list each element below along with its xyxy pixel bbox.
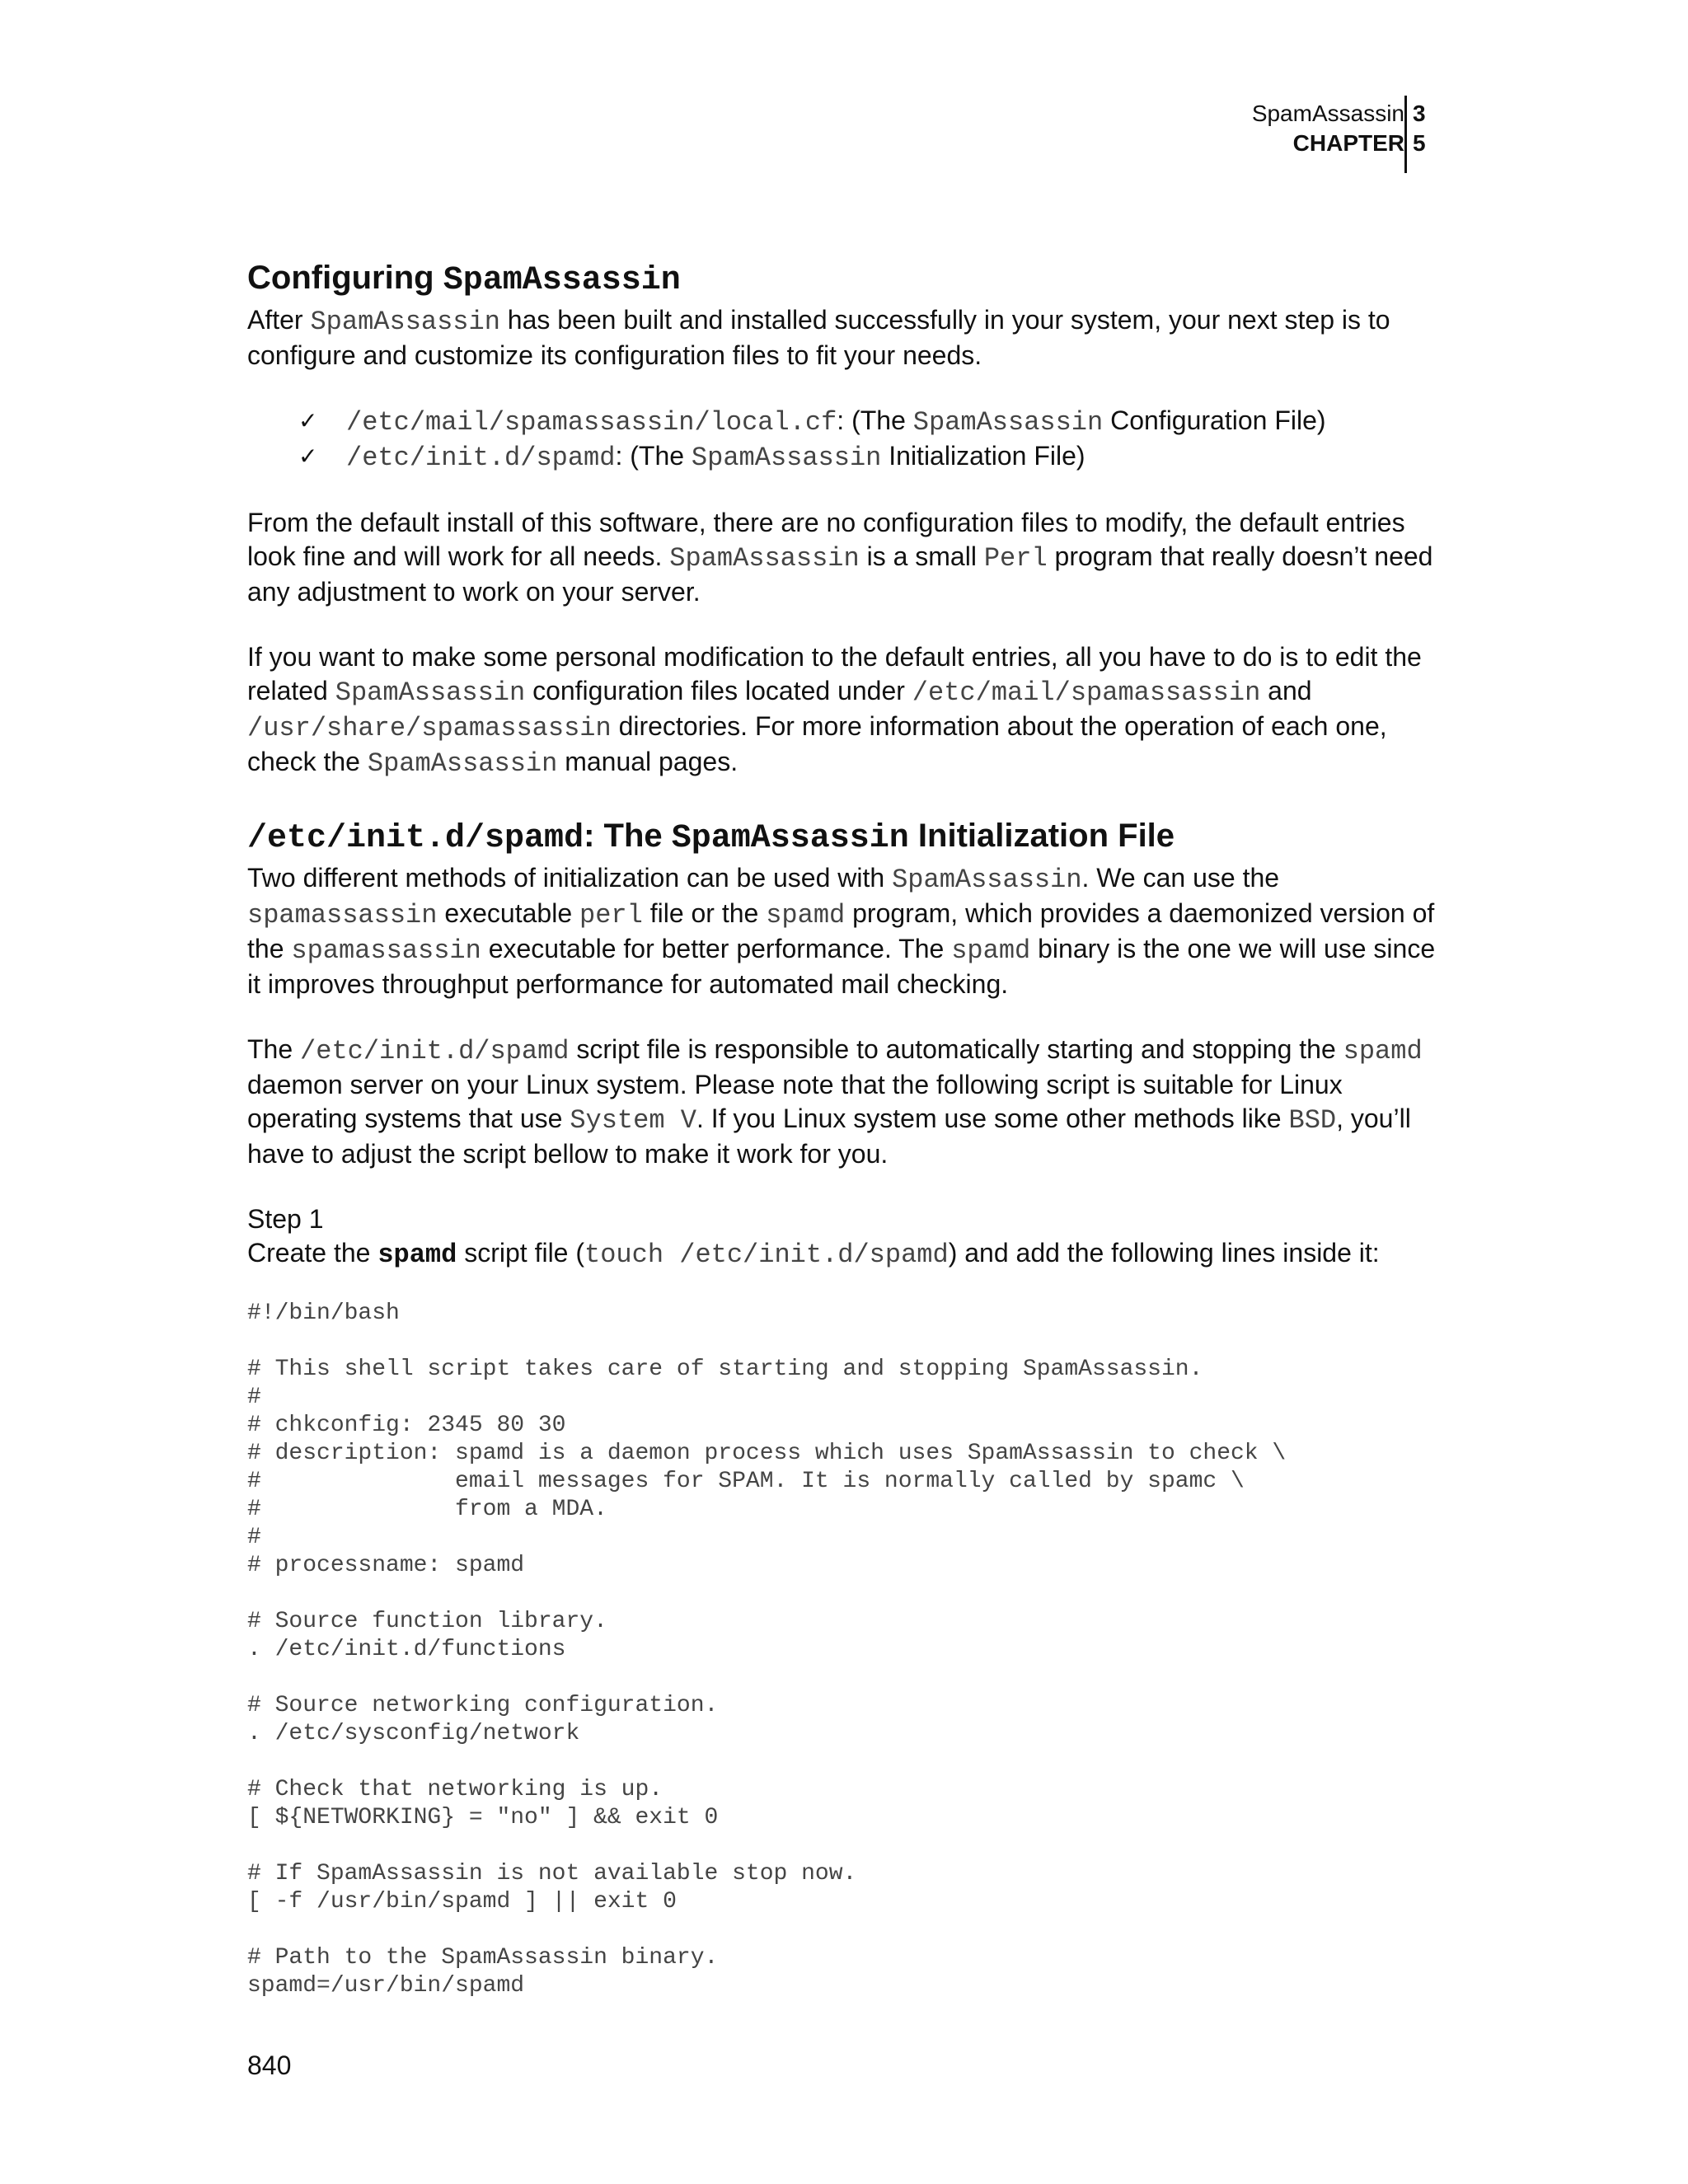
text-run: directories. For more information about the operation of each one, check the <box>247 711 1387 776</box>
text-run: configuration files located under <box>525 676 912 705</box>
text-run: If you want to make some personal modification to the default entries, all you have to do is to edit the related <box>247 642 1422 705</box>
text-run: executable <box>437 898 579 928</box>
heading-text: Initialization File <box>908 818 1175 854</box>
text-run: . If you Linux system use some other methods like <box>696 1104 1289 1133</box>
code-run: BSD <box>1288 1105 1337 1136</box>
text-run: The <box>247 1034 301 1064</box>
text-run: program, which provides a daemonized version of the <box>247 898 1435 963</box>
text-run: Configuration File) <box>1103 405 1326 435</box>
init-methods-paragraph <box>247 861 1451 1001</box>
script-description-paragraph <box>247 1033 1451 1171</box>
code-run: SpamAssassin <box>335 677 526 708</box>
list-item <box>298 404 1451 439</box>
code-run: spamd <box>951 935 1031 966</box>
heading-text: Configuring <box>247 260 443 296</box>
intro-paragraph <box>247 303 1451 373</box>
text-run: : (The <box>837 405 913 435</box>
code-run: SpamAssassin <box>310 307 500 337</box>
code-run: spamd <box>1343 1036 1423 1066</box>
heading-code: SpamAssassin <box>443 262 681 299</box>
text-run: has been built and installed successfully in your system, your next step is to configure and customize its configuration files to fit your needs. <box>247 305 1390 370</box>
code-run: SpamAssassin <box>669 543 860 574</box>
chapter-digit-1: 3 <box>1413 101 1426 126</box>
page-content <box>247 255 1451 2000</box>
code-run: spamd <box>377 1240 457 1270</box>
text-run: script file is responsible to automatically starting and stopping the <box>569 1034 1343 1064</box>
code-run: spamassassin <box>291 935 481 966</box>
file-path: /etc/init.d/spamd <box>346 443 616 473</box>
running-header-title: SpamAssassin <box>1251 101 1404 126</box>
text-run: is a small <box>859 541 984 571</box>
step-label: Step 1 <box>247 1204 324 1234</box>
text-run: Two different methods of initialization can be used with <box>247 863 893 893</box>
checkmark-icon: ✓ <box>298 443 318 470</box>
text-run: ) and add the following lines inside it: <box>948 1238 1380 1268</box>
text-run: daemon server on your Linux system. Please note that the following script is suitable for Linux operating systems that use <box>247 1070 1343 1133</box>
heading-code: SpamAssassin <box>671 820 909 857</box>
code-run: System V <box>570 1105 696 1136</box>
step-instruction <box>247 1236 1451 1272</box>
text-run: Create the <box>247 1238 378 1268</box>
page-number: 840 <box>247 2050 292 2080</box>
section-heading-initialization <box>247 813 1451 861</box>
code-run: spamassassin <box>247 900 438 930</box>
file-path: /etc/mail/spamassassin/local.cf <box>346 407 837 438</box>
running-header <box>1137 96 1442 173</box>
code-run: Perl <box>983 543 1048 574</box>
text-run: and <box>1260 676 1312 705</box>
running-header-divider <box>1404 96 1407 173</box>
code-run: /etc/init.d/spamd <box>300 1036 570 1066</box>
running-header-left <box>1252 99 1404 158</box>
code-run: touch /etc/init.d/spamd <box>584 1240 949 1270</box>
config-file-list <box>247 404 1451 475</box>
code-run: /etc/mail/spamassassin <box>912 677 1261 708</box>
heading-code: /etc/init.d/spamd <box>247 820 584 857</box>
modification-paragraph <box>247 640 1451 780</box>
text-run: program that really doesn’t need any adjustment to work on your server. <box>247 541 1433 607</box>
text-run: , you’ll have to adjust the script bellow to make it work for you. <box>247 1104 1411 1169</box>
heading-text: : The <box>584 818 672 854</box>
code-run: SpamAssassin <box>367 748 558 779</box>
default-install-paragraph <box>247 506 1451 609</box>
text-run: executable for better performance. The <box>481 934 952 963</box>
text-run: script file ( <box>457 1238 585 1268</box>
code-run: spamd <box>766 900 846 930</box>
text-run: : (The <box>615 441 692 471</box>
text-run: file or the <box>642 898 767 928</box>
text-run: After <box>247 305 311 335</box>
code-run: SpamAssassin <box>691 443 882 473</box>
section-heading-configuring <box>247 255 1451 303</box>
list-item <box>298 439 1451 475</box>
checkmark-icon: ✓ <box>298 407 318 434</box>
code-run: SpamAssassin <box>892 865 1082 895</box>
chapter-digit-2: 5 <box>1413 130 1426 156</box>
text-run: From the default install of this software, there are no configuration files to modify, the default entries look fine and will work for all needs. <box>247 508 1405 571</box>
text-run: binary is the one we will use since it improves throughput performance for automated mail checking. <box>247 934 1436 999</box>
code-run: perl <box>579 900 643 930</box>
spamd-script-code: #!/bin/bash # This shell script takes care of starting and stopping SpamAssassin. # # chkconfig: 2345 80 30 # description: spamd is a daemon process which uses SpamAssassin to check \ # email messages for SPAM. It is normally called by spamc \ # from a MDA. # # processname: spamd # Source function library. . /etc/init.d/functions # Source networking configuration. . /etc/sysconfig/network # Check that networking is up. [ ${NETWORKING} = "no" ] && exit 0 # If SpamAssassin is not available stop now. [ -f /usr/bin/spamd ] || exit 0 # Path to the SpamAssassin binary. spamd=/usr/bin/spamd <box>247 1301 1287 1999</box>
text-run: Initialization File) <box>881 441 1085 471</box>
text-run: . We can use the <box>1081 863 1280 893</box>
code-run: SpamAssassin <box>912 407 1104 438</box>
code-run: /usr/share/spamassassin <box>247 713 612 743</box>
running-header-chapter: CHAPTER <box>1292 130 1404 156</box>
running-header-chapter-number <box>1413 99 1426 158</box>
text-run: manual pages. <box>557 747 738 776</box>
